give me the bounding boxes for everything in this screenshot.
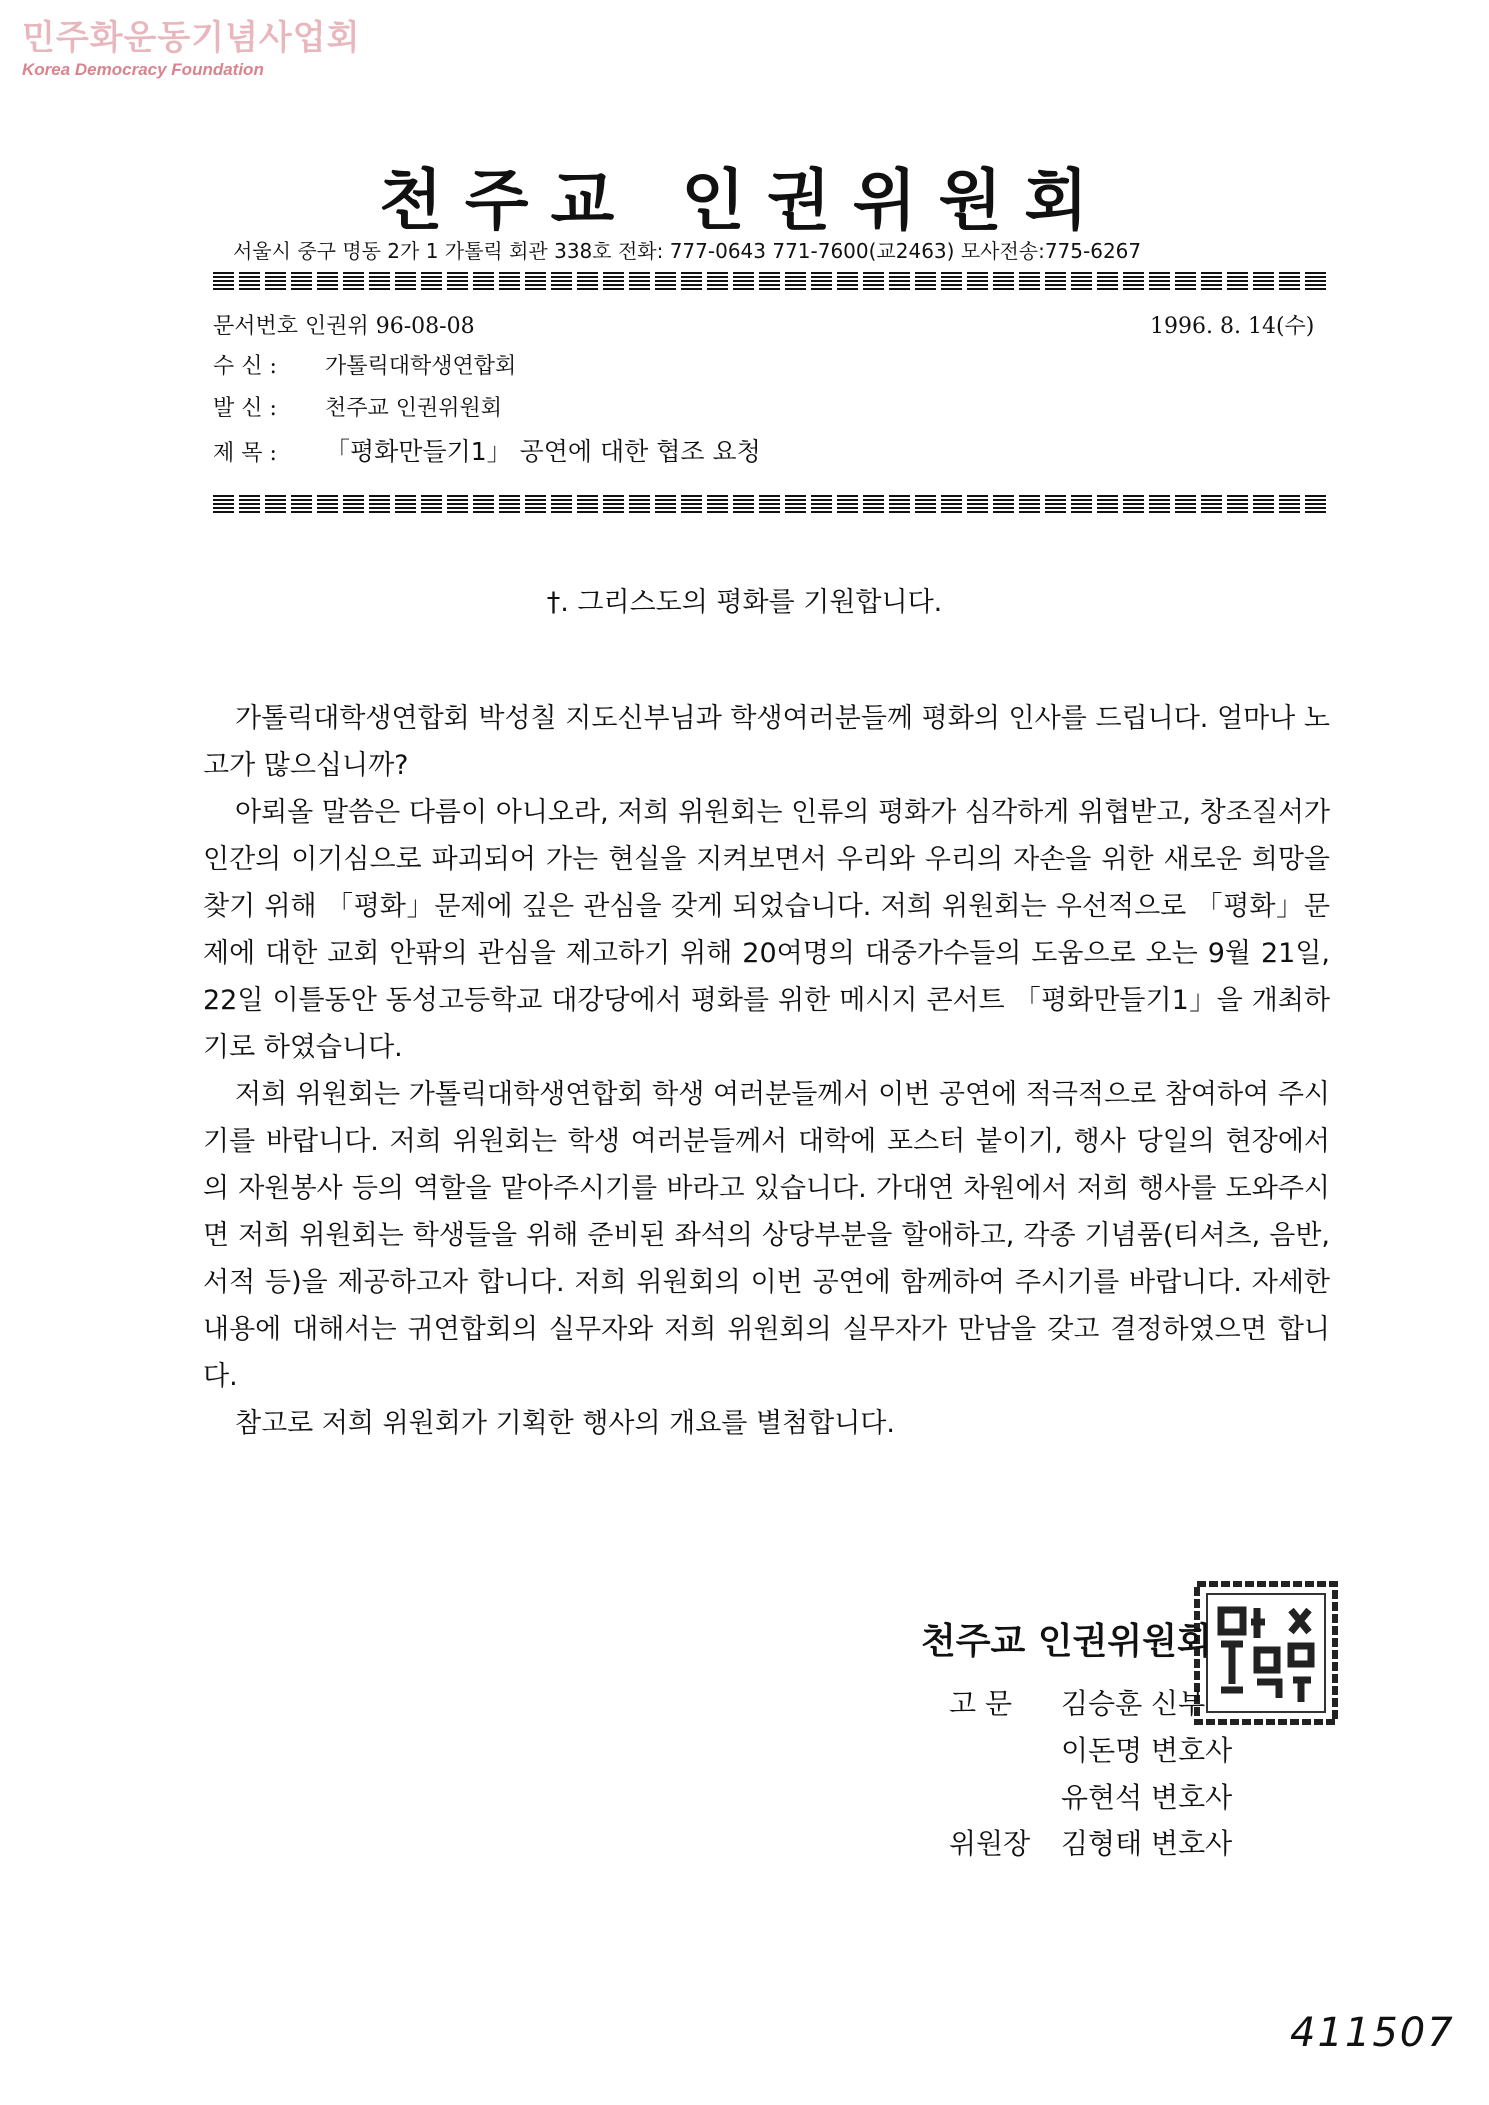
letterhead-divider	[213, 272, 1331, 290]
signature-organization: 천주교 인권위원회	[921, 1620, 1212, 1662]
signature-advisor-row	[949, 1686, 1205, 1722]
body-paragraph: 아뢰올 말씀은 다름이 아니오라, 저희 위원회는 인류의 평화가 심각하게 위협받고, 창조질서가 인간의 이기심으로 파괴되어 가는 현실을 지켜보면서 우리와 우리의 자손을 위한 새로운 희망을 찾기 위해 「평화」문제에 깊은 관심을 갖게 되었습니다. 저희 위원회는 우선적으로 「평화」문제에 대한 교회 안팎의 관심을 제고하기 위해 20여명의 대중가수들의 도움으로 오는 9월 21일, 22일 이틀동안 동성고등학교 대강당에서 평화를 위한 메시지 콘서트 「평화만들기1」을 개최하기로 하였습니다.	[203, 797, 1330, 1063]
letter-body	[203, 695, 1330, 1447]
signature-chair-row	[949, 1826, 1232, 1862]
document-date: 1996. 8. 14(수)	[1150, 314, 1315, 339]
foundation-watermark	[22, 18, 360, 80]
body-paragraph: 저희 위원회는 가톨릭대학생연합회 학생 여러분들께서 이번 공연에 적극적으로 참여하여 주시기를 바랍니다. 저희 위원회는 학생 여러분들께서 대학에 포스터 붙이기, 행사 당일의 현장에서의 자원봉사 등의 역할을 맡아주시기를 바라고 있습니다. 가대연 차원에서 저희 행사를 도와주시면 저희 위원회는 학생들을 위해 준비된 좌석의 상당부분을 할애하고, 각종 기념품(티셔츠, 음반, 서적 등)을 제공하고자 합니다. 저희 위원회의 이번 공연에 함께하여 주시기를 바랍니다. 자세한 내용에 대해서는 귀연합회의 실무자와 저희 위원회의 실무자가 만남을 갖고 결정하였으면 합니다.	[203, 1079, 1330, 1392]
recipient-line	[213, 352, 516, 382]
chair-label: 위원장	[949, 1827, 1031, 1860]
signature-advisor-row	[1061, 1780, 1232, 1816]
body-paragraph: 가톨릭대학생연합회 박성칠 지도신부님과 학생여러분들께 평화의 인사를 드립니다. 얼마나 노고가 많으십니까?	[203, 703, 1330, 781]
letterhead-address: 서울시 중구 명동 2가 1 가톨릭 회관 338호 전화: 777-0643 771-7600(교2463) 모사전송:775-6267	[233, 239, 1142, 263]
advisor-name: 이돈명 변호사	[1061, 1734, 1233, 1767]
chair-name: 김형태 변호사	[1061, 1827, 1233, 1860]
header-divider	[213, 495, 1331, 513]
body-paragraph: 참고로 저희 위원회가 기획한 행사의 개요를 별첨합니다.	[235, 1408, 895, 1439]
subject-label: 제 목 :	[213, 441, 277, 466]
official-seal-stamp	[1193, 1580, 1339, 1726]
sender-value: 천주교 인권위원회	[325, 396, 503, 421]
subject-line	[213, 437, 761, 469]
sender-line	[213, 394, 502, 424]
advisor-name: 유현석 변호사	[1061, 1781, 1233, 1814]
letterhead-title: 천주교 인권위원회	[378, 161, 1111, 239]
sender-label: 발 신 :	[213, 396, 277, 421]
greeting-line: †. 그리스도의 평화를 기원합니다.	[546, 587, 943, 618]
watermark-korean: 민주화운동기념사업회	[22, 18, 361, 58]
handwritten-archive-number: 411507	[1290, 2010, 1455, 2056]
signature-advisor-row	[1061, 1733, 1232, 1769]
subject-value: 「평화만들기1」 공연에 대한 협조 요청	[325, 437, 761, 466]
advisor-name: 김승훈 신부	[1061, 1687, 1206, 1720]
recipient-value: 가톨릭대학생연합회	[325, 354, 517, 379]
advisor-label: 고 문	[949, 1687, 1012, 1720]
recipient-label: 수 신 :	[213, 354, 277, 379]
watermark-english: Korea Democracy Foundation	[22, 60, 264, 79]
document-number: 문서번호 인권위 96-08-08	[213, 314, 475, 339]
